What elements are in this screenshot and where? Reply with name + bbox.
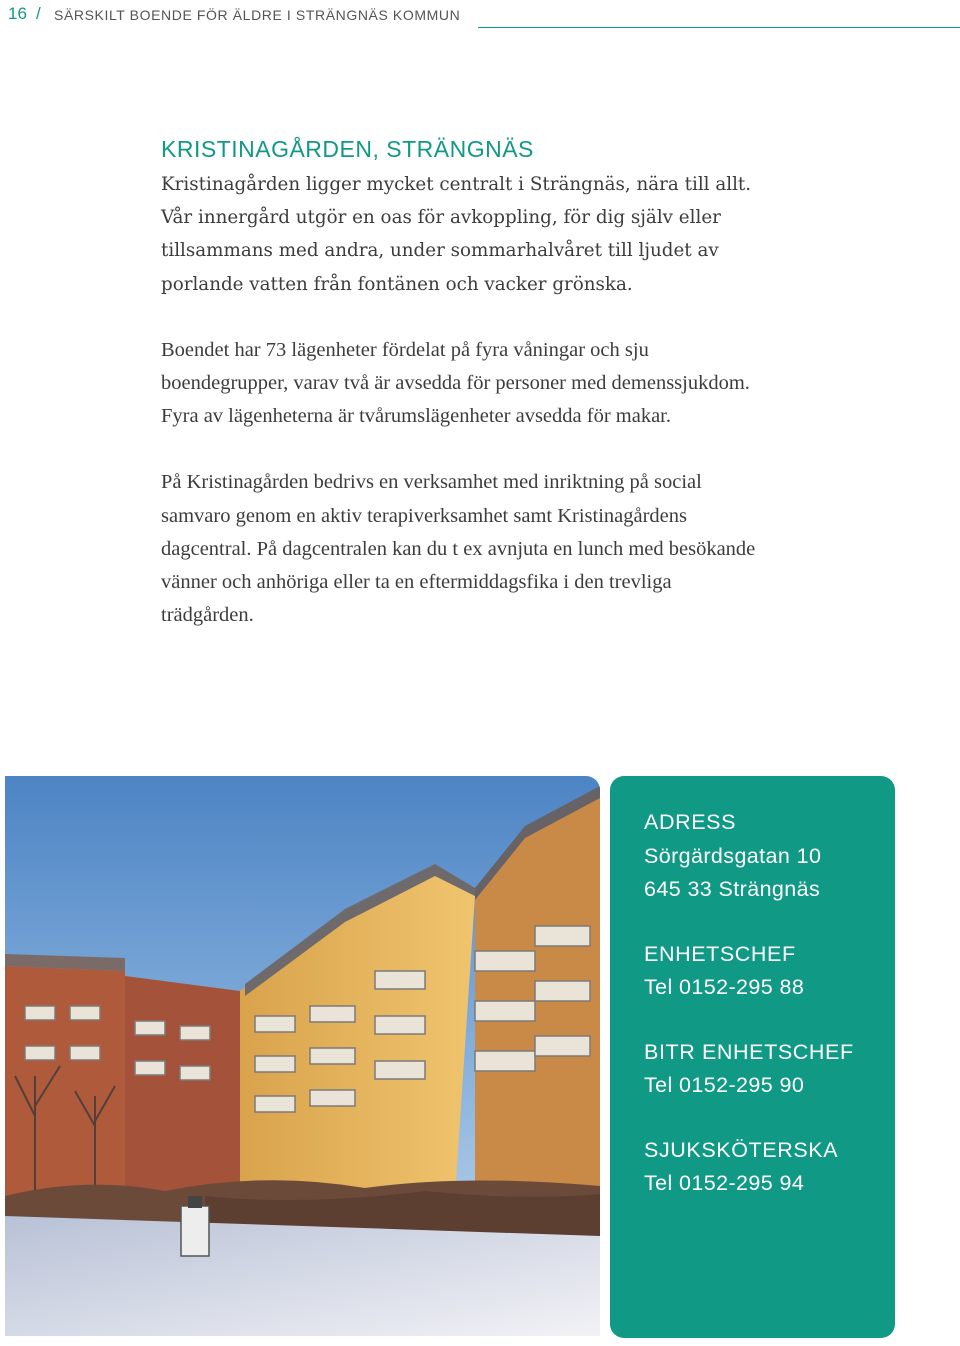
address-label: ADRESS [644, 810, 737, 834]
page-header [0, 0, 960, 30]
nurse-group [644, 1134, 885, 1201]
header-rule [478, 27, 960, 28]
article-paragraph-activities: På Kristinagården bedrivs en verksamhet med inriktning på social samvaro genom en aktiv terapiverksamhet samt Kristinagårdens dagcentral. På dagcentralen kan du t ex avnjuta en lunch med besökande vänner och anhöriga eller ta en eftermiddagsfika i den trevliga trädgården. [161, 471, 756, 627]
article [161, 134, 761, 665]
article-title: KRISTINAGÅRDEN, STRÄNGNÄS [161, 136, 534, 162]
building-photo [5, 776, 600, 1336]
address-street: Sörgärdsgatan 10 [644, 843, 822, 868]
manager-label: ENHETSCHEF [644, 941, 796, 966]
contact-info-box [610, 776, 895, 1338]
manager-group [644, 938, 885, 1005]
address-group [644, 806, 885, 907]
assistant-manager-label: BITR ENHETSCHEF [644, 1039, 854, 1064]
article-paragraph-apartments: Boendet har 73 lägenheter fördelat på fyra våningar och sju boendegrupper, varav två är avsedda för personer med demenssjukdom. Fyra av lägenheterna är tvårumslägenheter avsedda för makar. [161, 338, 750, 428]
running-title: SÄRSKILT BOENDE FÖR ÄLDRE I STRÄNGNÄS KOMMUN [54, 7, 461, 23]
address-city: 645 33 Strängnäs [644, 877, 821, 901]
nurse-label: SJUKSKÖTERSKA [644, 1137, 839, 1162]
page-number: 16 [8, 4, 27, 23]
manager-phone: Tel 0152-295 88 [644, 975, 805, 999]
article-paragraph-intro: Kristinagården ligger mycket centralt i Strängnäs, nära till allt. Vår innergård utgör en oas för avkoppling, för dig själv eller tillsammans med andra, under sommarhalvåret till ljudet av porlande vatten från fontänen och vacker grönska. [161, 174, 752, 295]
header-separator: / [36, 4, 41, 23]
nurse-phone: Tel 0152-295 94 [644, 1171, 805, 1195]
assistant-manager-phone: Tel 0152-295 90 [644, 1073, 805, 1097]
assistant-manager-group [644, 1036, 885, 1103]
